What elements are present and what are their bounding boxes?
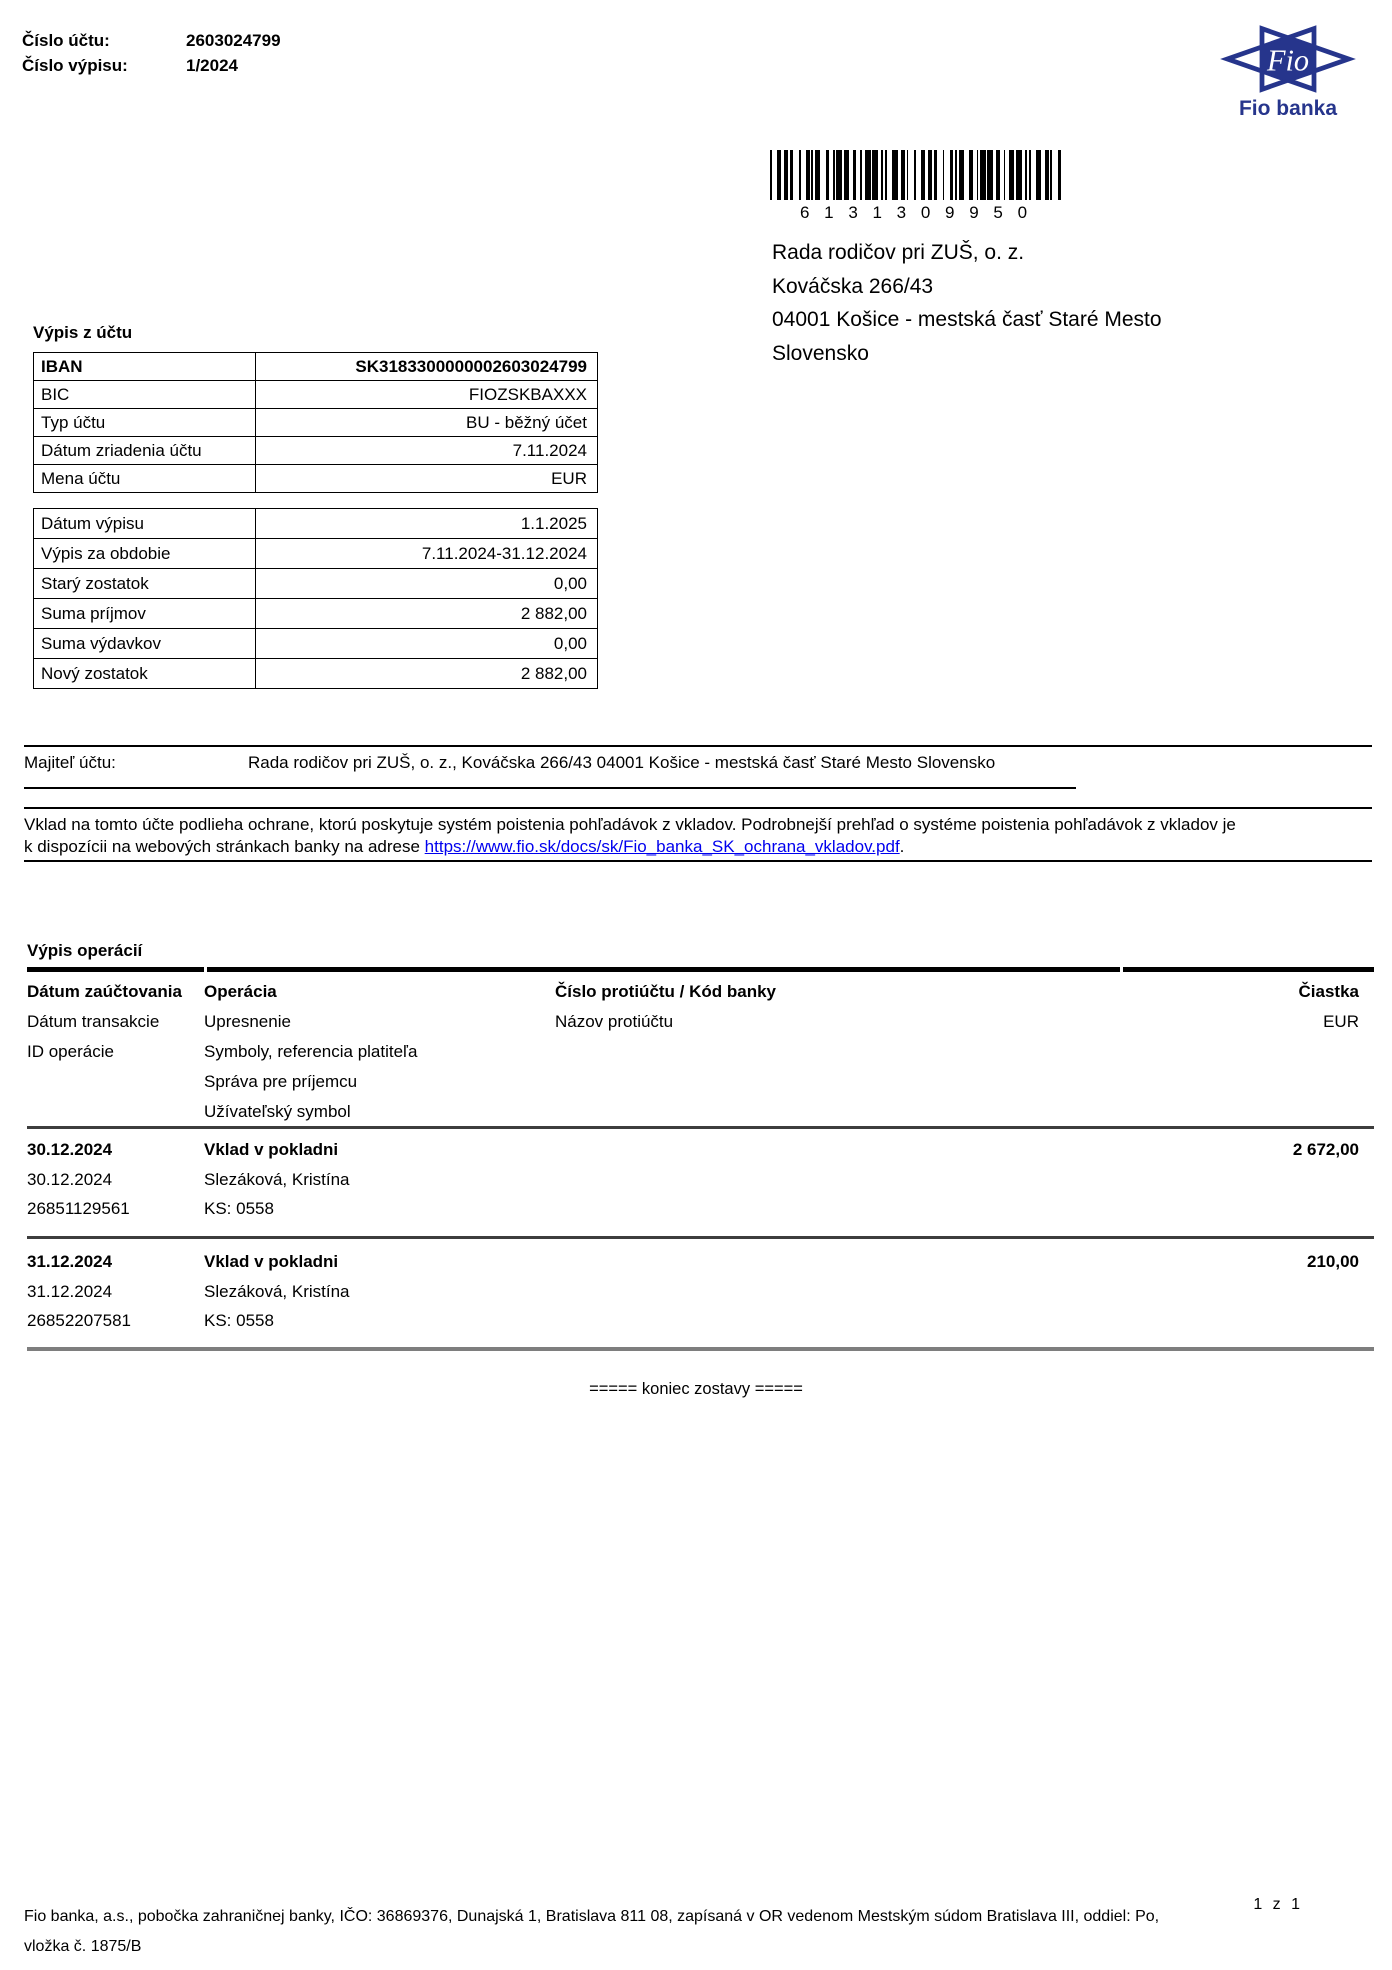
divider xyxy=(24,745,1372,747)
transaction-row xyxy=(0,1199,1392,1221)
deposit-protection-notice xyxy=(24,814,1376,857)
operations-title: Výpis operácií xyxy=(27,941,143,960)
table-row xyxy=(34,569,598,599)
table-row xyxy=(34,381,598,409)
table-row xyxy=(34,353,598,381)
rule-notch xyxy=(204,967,207,972)
col-subheader: Symboly, referencia platiteľa xyxy=(204,1042,418,1061)
transaction-row xyxy=(0,1252,1392,1274)
col-header: Číslo protiúčtu / Kód banky xyxy=(555,982,777,1001)
col-header: Dátum zaúčtovania xyxy=(27,982,182,1001)
account-number-value: 2603024799 xyxy=(186,31,281,50)
row-value: SK3183300000002603024799 xyxy=(256,353,598,381)
table-row xyxy=(34,629,598,659)
col-subheader: EUR xyxy=(1323,1012,1359,1031)
row-label: IBAN xyxy=(34,353,256,381)
divider xyxy=(27,1236,1374,1239)
col-subheader: Správa pre príjemcu xyxy=(204,1072,358,1091)
booking-date: 31.12.2024 xyxy=(27,1252,113,1271)
transaction-symbols: KS: 0558 xyxy=(204,1311,274,1330)
row-value: 0,00 xyxy=(256,569,598,599)
row-value: EUR xyxy=(256,465,598,493)
row-label: Suma príjmov xyxy=(34,599,256,629)
transaction-row xyxy=(0,1311,1392,1333)
col-subheader: Dátum transakcie xyxy=(27,1012,160,1031)
divider xyxy=(24,860,1372,862)
statement-number-value: 1/2024 xyxy=(186,56,238,75)
notice-line-2 xyxy=(24,836,1376,858)
amount: 2 672,00 xyxy=(1292,1140,1359,1159)
table-row xyxy=(34,409,598,437)
row-value: 7.11.2024-31.12.2024 xyxy=(256,539,598,569)
transaction-row xyxy=(0,1140,1392,1162)
col-subheader: Upresnenie xyxy=(204,1012,291,1031)
notice-line-2-suffix: . xyxy=(899,836,905,856)
col-subheader: Názov protiúčtu xyxy=(555,1012,674,1031)
end-of-report-text: ===== koniec zostavy ===== xyxy=(589,1380,803,1398)
account-summary-table-2 xyxy=(33,508,598,689)
operation-id: 26851129561 xyxy=(27,1199,130,1218)
row-label: BIC xyxy=(34,381,256,409)
table-row xyxy=(34,509,598,539)
transaction-date: 30.12.2024 xyxy=(27,1170,113,1189)
col-header: Operácia xyxy=(204,982,277,1001)
notice-line-1: Vklad na tomto účte podlieha ochrane, ktorú poskytuje systém poistenia pohľadávok z vkladov. Podrobnejší prehľad o systéme poistenia pohľadávok z vkladov je xyxy=(24,815,1236,834)
operations-header-rule xyxy=(27,967,1374,972)
row-label: Nový zostatok xyxy=(34,659,256,689)
transaction-detail: Slezáková, Kristína xyxy=(204,1170,350,1189)
col-header: Čiastka xyxy=(1298,982,1359,1001)
barcode-digits: 6 1 3 1 3 0 9 9 5 0 xyxy=(799,203,1033,222)
row-value: 1.1.2025 xyxy=(256,509,598,539)
transaction-detail: Slezáková, Kristína xyxy=(204,1282,350,1301)
owner-label: Majiteľ účtu: xyxy=(24,753,116,772)
recipient-name: Rada rodičov pri ZUŠ, o. z. xyxy=(772,241,1025,264)
account-number-label: Číslo účtu: xyxy=(22,31,110,50)
divider xyxy=(24,787,1076,789)
amount: 210,00 xyxy=(1307,1252,1359,1271)
rule-notch xyxy=(1120,967,1123,972)
divider xyxy=(27,1347,1374,1351)
account-summary-table-1 xyxy=(33,352,598,493)
owner-value: Rada rodičov pri ZUŠ, o. z., Kováčska 266/43 04001 Košice - mestská časť Staré Mesto Slovensko xyxy=(248,753,996,772)
recipient-address xyxy=(772,236,1162,370)
row-label: Dátum výpisu xyxy=(34,509,256,539)
transaction-symbols: KS: 0558 xyxy=(204,1199,274,1218)
footer-bank-info-line-2: vložka č. 1875/B xyxy=(24,1938,142,1955)
logo-brand-text: Fio banka xyxy=(1238,97,1338,120)
divider xyxy=(27,1126,1374,1129)
row-label: Dátum zriadenia účtu xyxy=(34,437,256,465)
table-row xyxy=(34,437,598,465)
fio-star-icon xyxy=(1218,20,1358,98)
deposit-protection-link[interactable]: https://www.fio.sk/docs/sk/Fio_banka_SK_ochrana_vkladov.pdf xyxy=(424,836,900,856)
table-row xyxy=(34,539,598,569)
footer-bank-info-line-1: Fio banka, a.s., pobočka zahraničnej banky, IČO: 36869376, Dunajská 1, Bratislava 811 08, zapísaná v OR vedenom Mestským súdom Bratislava III, oddiel: Po, xyxy=(24,1908,1160,1925)
row-label: Typ účtu xyxy=(34,409,256,437)
row-label: Suma výdavkov xyxy=(34,629,256,659)
page-number: 1 z 1 xyxy=(1253,1896,1303,1913)
col-subheader: ID operácie xyxy=(27,1042,114,1061)
operations-header-row xyxy=(0,1072,1392,1094)
operations-header-row xyxy=(0,1102,1392,1124)
table-row xyxy=(34,659,598,689)
table-row xyxy=(34,465,598,493)
account-summary-title: Výpis z účtu xyxy=(33,323,133,342)
row-label: Starý zostatok xyxy=(34,569,256,599)
statement-number-label: Číslo výpisu: xyxy=(22,56,128,75)
notice-line-2-prefix: k dispozícii na webových stránkach banky na adrese xyxy=(24,836,425,856)
operation-type: Vklad v pokladni xyxy=(204,1140,339,1159)
row-label: Mena účtu xyxy=(34,465,256,493)
table-row xyxy=(34,599,598,629)
row-value: BU - běžný účet xyxy=(256,409,598,437)
operation-type: Vklad v pokladni xyxy=(204,1252,339,1271)
recipient-street: Kováčska 266/43 xyxy=(772,274,934,298)
transaction-date: 31.12.2024 xyxy=(27,1282,113,1301)
recipient-city: 04001 Košice - mestská časť Staré Mesto xyxy=(772,308,1162,331)
row-value: 7.11.2024 xyxy=(256,437,598,465)
logo-monogram: Fio xyxy=(1266,43,1310,78)
operations-header-row xyxy=(0,1012,1392,1034)
operations-header-row xyxy=(0,982,1392,1004)
operation-id: 26852207581 xyxy=(27,1311,132,1330)
row-value: 0,00 xyxy=(256,629,598,659)
booking-date: 30.12.2024 xyxy=(27,1140,113,1159)
row-value: 2 882,00 xyxy=(256,659,598,689)
col-subheader: Užívateľský symbol xyxy=(204,1102,351,1121)
divider xyxy=(24,807,1372,809)
recipient-country: Slovensko xyxy=(772,341,869,365)
barcode xyxy=(770,150,1062,200)
transaction-row xyxy=(0,1282,1392,1304)
row-value: FIOZSKBAXXX xyxy=(256,381,598,409)
operations-header-row xyxy=(0,1042,1392,1064)
row-value: 2 882,00 xyxy=(256,599,598,629)
row-label: Výpis za obdobie xyxy=(34,539,256,569)
transaction-row xyxy=(0,1170,1392,1192)
